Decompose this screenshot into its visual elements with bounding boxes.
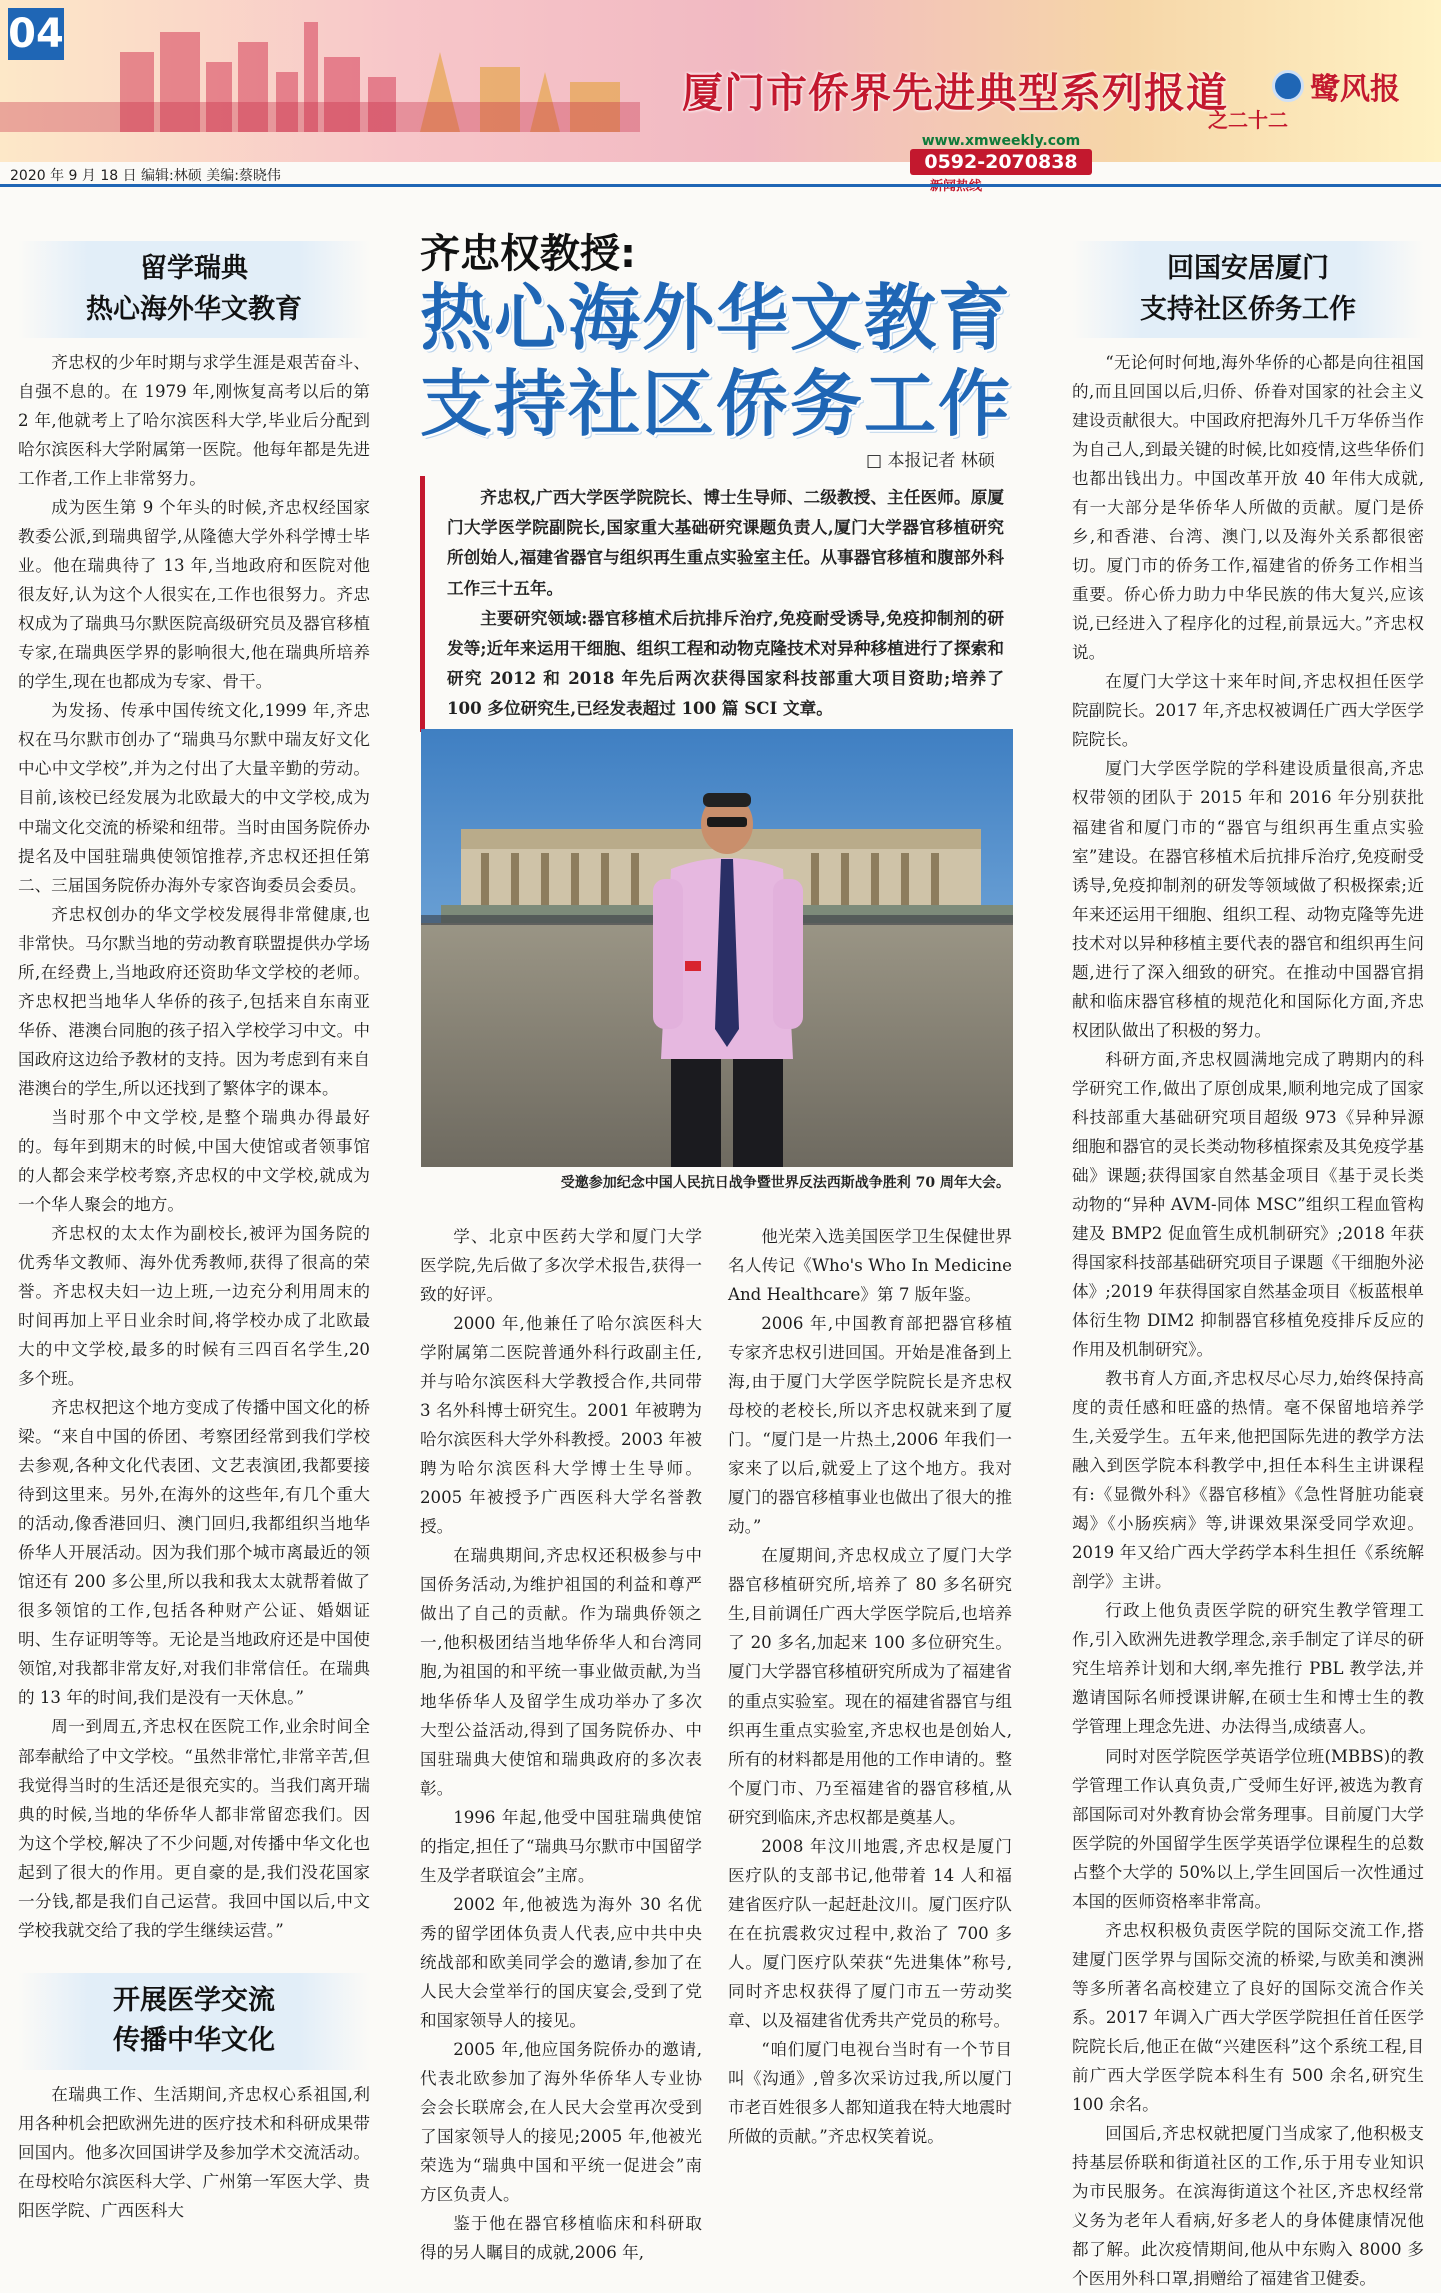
paragraph: “无论何时何地,海外华侨的心都是向往祖国的,而且回国以后,归侨、侨眷对国家的社会主义建设贡献很大。中国政府把海外几千万华侨当作为自己人,到最关键的时候,比如疫情,这些华侨们也都出钱出力。中国改革开放 40 年伟大成就,有一大部分是华侨华人所做的贡献。厦门是侨乡,和香港、台湾、澳门,以及海外关系都很密切。厦门市的侨务工作,福建省的侨务工作相当重要。侨心侨力助力中华民族的伟大复兴,应该说,已经进入了程序化的过程,前景远大。”齐忠权说。 bbox=[1072, 353, 1424, 663]
header-divider bbox=[0, 184, 1441, 187]
newspaper-logo bbox=[1272, 64, 1400, 108]
paragraph: 齐忠权的少年时期与求学生涯是艰苦奋斗、自强不息的。在 1979 年,刚恢复高考以后的第 2 年,他就考上了哈尔滨医科大学,毕业后分配到哈尔滨医科大学附属第一医院。他每年都是先进工作者,工作上非常努力。 bbox=[18, 353, 370, 489]
column-1 bbox=[18, 235, 370, 2225]
section-2-body bbox=[18, 2080, 370, 2225]
paragraph: 齐忠权积极负责医学院的国际交流工作,搭建厦门医学界与国际交流的桥梁,与欧美和澳洲等多所著名高校建立了良好的国际交流合作关系。2017 年调入广西大学医学院担任首任医学院院长后,他正在做“兴建医科”这个系统工程,目前广西大学医学院本科生有 500 余名,研究生 100 余名。 bbox=[1072, 1920, 1424, 2114]
column-3 bbox=[728, 1222, 1012, 2151]
column-4 bbox=[1072, 235, 1424, 2293]
paragraph: 齐忠权的太太作为副校长,被评为国务院的优秀华文教师、海外优秀教师,获得了很高的荣誉。齐忠权夫妇一边上班,一边充分利用周末的时间再加上平日业余时间,将学校办成了北欧最大的中文学校,最多的时候有三四百名学生,20 多个班。 bbox=[18, 1223, 370, 1389]
city-skyline-illustration bbox=[0, 12, 640, 132]
paragraph: 周一到周五,齐忠权在医院工作,业余时间全部奉献给了中文学校。“虽然非常忙,非常辛苦,但我觉得当时的生活还是很充实的。当我们离开瑞典的时候,当地的华侨华人都非常留恋我们。因为这个学校,解决了不少问题,对传播中华文化也起到了很大的作用。更自豪的是,我们没花国家一分钱,都是我们自己运营。我回中国以后,中文学校我就交给了我的学生继续运营。” bbox=[18, 1717, 370, 1940]
paragraph: 齐忠权,广西大学医学院院长、博士生导师、二级教授、主任医师。原厦门大学医学院副院长,国家重大基础研究课题负责人,厦门大学器官移植研究所创始人,福建省器官与组织再生重点实验室主任。从事器官移植和腹部外科工作三十五年。 bbox=[447, 487, 1004, 598]
paragraph: 行政上他负责医学院的研究生教学管理工作,引入欧洲先进教学理念,亲手制定了详尽的研究生培养计划和大纲,率先推行 PBL 教学法,并邀请国际名师授课讲解,在硕士生和博士生的教学管理上理念先进、办法得当,成绩喜人。 bbox=[1072, 1601, 1424, 1737]
series-title: 厦门市侨界先进典型系列报道 bbox=[682, 69, 1228, 117]
paragraph: 当时那个中文学校,是整个瑞典办得最好的。每年到期末的时候,中国大使馆或者领事馆的人都会来学校考察,齐忠权的中文学校,就成为一个华人聚会的地方。 bbox=[18, 1107, 370, 1214]
paragraph: 在厦门大学这十来年时间,齐忠权担任医学院副院长。2017 年,齐忠权被调任广西大学医学院院长。 bbox=[1072, 672, 1424, 750]
paragraph: 教书育人方面,齐忠权尽心尽力,始终保持高度的责任感和旺盛的热情。毫不保留地培养学生,关爱学生。五年来,他把国际先进的教学方法融入到医学院本科教学中,担任本科生主讲课程有:《显微外科》《器官移植》《急性肾脏功能衰竭》《小肠疾病》等,讲课效果深受同学欢迎。2019 年又给广西大学药学本科生担任《系统解剖学》主讲。 bbox=[1072, 1369, 1424, 1592]
photo-caption: 受邀参加纪念中国人民抗日战争暨世界反法西斯战争胜利 70 周年大会。 bbox=[560, 1175, 1010, 1191]
headline-line-1: 热心海外华文教育 bbox=[420, 276, 1013, 360]
dateline: 2020 年 9 月 18 日 编辑:林硕 美编:蔡晓伟 bbox=[10, 168, 281, 184]
paragraph: 2002 年,他被选为海外 30 名优秀的留学团体负责人代表,应中共中央统战部和欧美同学会的邀请,参加了在人民大会堂举行的国庆宴会,受到了党和国家领导人的接见。 bbox=[420, 1894, 702, 2030]
globe-icon bbox=[1272, 70, 1304, 102]
headline-kicker: 齐忠权教授: bbox=[420, 231, 636, 277]
paper-name: 鹭风报 bbox=[1310, 72, 1400, 107]
paragraph: 齐忠权把这个地方变成了传播中国文化的桥梁。“来自中国的侨团、考察团经常到我们学校去参观,各种文化代表团、文艺表演团,我都要接待到这里来。另外,在海外的这些年,有几个重大的活动,像香港回归、澳门回归,我都组织当地华侨华人开展活动。因为我们那个城市离最近的领馆还有 200 多公里,所以我和我太太就帮着做了很多领馆的工作,包括各种财产公证、婚姻证明、生存证明等等。无论是当地政府还是中国使领馆,对我都非常友好,对我们非常信任。在瑞典的 13 年的时间,我们是没有一天休息。” bbox=[18, 1398, 370, 1708]
paragraph: 回国后,齐忠权就把厦门当成家了,他积极支持基层侨联和街道社区的工作,乐于用专业知识为市民服务。在滨海街道这个社区,齐忠权经常义务为老年人看病,好多老人的身体健康情况他都了解。此次疫情期间,他从中东购入 8000 多个医用外科口罩,捐赠给了福建省卫健委。 bbox=[1072, 2123, 1424, 2289]
paragraph: 他光荣入选美国医学卫生保健世界名人传记《Who's Who In Medicine And Healthcare》第 7 版年鉴。 bbox=[728, 1227, 1012, 1305]
section-1-body bbox=[18, 348, 370, 1945]
section-subhead-1: 留学瑞典 热心海外华文教育 bbox=[18, 241, 370, 338]
paragraph: 成为医生第 9 个年头的时候,齐忠权经国家教委公派,到瑞典留学,从隆德大学外科学博士毕业。他在瑞典待了 13 年,当地政府和医院对他很友好,认为这个人很实在,工作也很努力。齐忠权成为了瑞典马尔默医院高级研究员及器官移植专家,在瑞典医学界的影响很大,他在瑞典所培养的学生,现在也都成为专家、骨干。 bbox=[18, 498, 370, 692]
paragraph: 主要研究领域:器官移植术后抗排斥治疗,免疫耐受诱导,免疫抑制剂的研发等;近年来运用干细胞、组织工程和动物克隆技术对异种移植进行了探索和研究 2012 和 2018 年先后两次获得国家科技部重大项目资助;培养了 100 多位研究生,已经发表超过 100 篇 SCI 文章。 bbox=[447, 607, 1004, 719]
paragraph: 在厦期间,齐忠权成立了厦门大学器官移植研究所,培养了 80 多名研究生,目前调任广西大学医学院后,也培养了 20 多名,加起来 100 多位研究生。厦门大学器官移植研究所成为了福建省的重点实验室。现在的福建省器官与组织再生重点实验室,齐忠权也是创始人,所有的材料都是用他的工作申请的。整个厦门市、乃至福建省的器官移植,从研究到临床,齐忠权都是奠基人。 bbox=[728, 1546, 1012, 1827]
paragraph: 同时对医学院医学英语学位班(MBBS)的教学管理工作认真负责,广受师生好评,被选为教育部国际司对外教育协会常务理事。目前厦门大学医学院的外国留学生医学英语学位课程生的总数占整个大学的 50%以上,学生回国后一次性通过本国的医师资格率非常高。 bbox=[1072, 1746, 1424, 1911]
paragraph: 2005 年,他应国务院侨办的邀请,代表北欧参加了海外华侨华人专业协会会长联席会,在人民大会堂再次受到了国家领导人的接见;2005 年,他被光荣选为“瑞典中国和平统一促进会”南方区负责人。 bbox=[420, 2039, 702, 2205]
paragraph: 2006 年,中国教育部把器官移植专家齐忠权引进回国。开始是准备到上海,由于厦门大学医学院院长是齐忠权母校的老校长,所以齐忠权就来到了厦门。“厦门是一片热土,2006 年我们一家来了以后,就爱上了这个地方。我对厦门的器官移植事业也做出了很大的推动。” bbox=[728, 1314, 1012, 1537]
paragraph: 为发扬、传承中国传统文化,1999 年,齐忠权在马尔默市创办了“瑞典马尔默中瑞友好文化中心中文学校”,并为之付出了大量辛勤的劳动。目前,该校已经发展为北欧最大的中文学校,成为中瑞文化交流的桥梁和纽带。当时由国务院侨办提名及中国驻瑞典使领馆推荐,齐忠权还担任第二、三届国务院侨办海外专家咨询委员会委员。 bbox=[18, 701, 370, 895]
section-subhead-3: 回国安居厦门 支持社区侨务工作 bbox=[1072, 241, 1424, 338]
paragraph: 2008 年汶川地震,齐忠权是厦门医疗队的支部书记,他带着 14 人和福建省医疗队一起赶赴汶川。厦门医疗队在在抗震救灾过程中,救治了 700 多人。厦门医疗队荣获“先进集体”称号,同时齐忠权获得了厦门市五一劳动奖章、以及福建省优秀共产党员的称号。 bbox=[728, 1836, 1012, 2030]
byline: □ 本报记者 林硕 bbox=[866, 451, 995, 471]
paragraph: 厦门大学医学院的学科建设质量很高,齐忠权带领的团队于 2015 年和 2016 年分别获批福建省和厦门市的“器官与组织再生重点实验室”建设。在器官移植术后抗排斥治疗,免疫耐受诱导,免疫抑制剂的研发等领域做了积极探索;近年来还运用干细胞、组织工程、动物克隆等先进技术对以异种移植主要代表的器官和组织再生问题,进行了深入细致的研究。在推动中国器官捐献和临床器官移植的规范化和国际化方面,齐忠权团队做出了积极的努力。 bbox=[1072, 759, 1424, 1040]
paragraph: “咱们厦门电视台当时有一个节目叫《沟通》,曾多次采访过我,所以厦门市老百姓很多人都知道我在特大地震时所做的贡献。”齐忠权笑着说。 bbox=[728, 2039, 1012, 2146]
paragraph: 2000 年,他兼任了哈尔滨医科大学附属第二医院普通外科行政副主任,并与哈尔滨医科大学教授合作,共同带 3 名外科博士研究生。2001 年被聘为哈尔滨医科大学外科教授。2003 年被聘为哈尔滨医科大学博士生导师。2005 年被授予广西医科大学名誉教授。 bbox=[420, 1314, 702, 1537]
hotline-number: 0592-2070838 bbox=[910, 149, 1092, 175]
website-url: www.xmweekly.com bbox=[921, 133, 1081, 149]
paragraph: 1996 年起,他受中国驻瑞典使馆的指定,担任了“瑞典马尔默市中国留学生及学者联谊会”主席。 bbox=[420, 1807, 702, 1885]
section-3-body bbox=[1072, 348, 1424, 2293]
photo-great-hall-portrait bbox=[421, 729, 1013, 1167]
paragraph: 在瑞典期间,齐忠权还积极参与中国侨务活动,为维护祖国的利益和尊严做出了自己的贡献。作为瑞典侨领之一,他积极团结当地华侨华人和台湾同胞,为祖国的和平统一事业做贡献,为当地华侨华人及留学生成功举办了多次大型公益活动,得到了国务院侨办、中国驻瑞典大使馆和瑞典政府的多次表彰。 bbox=[420, 1546, 702, 1798]
series-number: 之二十二 bbox=[1208, 108, 1288, 132]
paragraph: 科研方面,齐忠权圆满地完成了聘期内的科学研究工作,做出了原创成果,顺利地完成了国家科技部重大基础研究项目超级 973《异种异源细胞和器官的灵长类动物移植探索及其免疫学基础》课题;获得国家自然基金项目《基于灵长类动物的“异种 AVM-同体 MSC”组织工程血管构建及 BMP2 促血管生成机制研究》;2018 年获得国家科技部基础研究项目子课题《干细胞外泌体》;2019 年获得国家自然基金项目《板蓝根单体衍生物 DIM2 抑制器官移植免疫排斥反应的作用及机制研究》。 bbox=[1072, 1049, 1424, 1360]
masthead-banner bbox=[0, 0, 1441, 162]
paragraph: 学、北京中医药大学和厦门大学医学院,先后做了多次学术报告,获得一致的好评。 bbox=[420, 1227, 702, 1305]
news-photo bbox=[421, 729, 1013, 1167]
page-number: 04 bbox=[8, 8, 64, 60]
column-2 bbox=[420, 1222, 702, 2267]
headline-line-2: 支持社区侨务工作 bbox=[420, 362, 1013, 447]
paragraph: 齐忠权创办的华文学校发展得非常健康,也非常快。马尔默当地的劳动教育联盟提供办学场所,在经费上,当地政府还资助华文学校的老师。齐忠权把当地华人华侨的孩子,包括来自东南亚华侨、港澳台同胞的孩子招入学校学习中文。中国政府这边给予教材的支持。因为考虑到有来自港澳台的学生,所以还找到了繁体字的课本。 bbox=[18, 904, 370, 1098]
paragraph: 在瑞典工作、生活期间,齐忠权心系祖国,利用各种机会把欧洲先进的医疗技术和科研成果带回国内。他多次回国讲学及参加学术交流活动。在母校哈尔滨医科大学、广州第一军医大学、贵阳医学院、广西医科大 bbox=[18, 2084, 370, 2220]
headline bbox=[420, 275, 1012, 448]
paragraph: 鉴于他在器官移植临床和科研取得的另人瞩目的成就,2006 年, bbox=[420, 2214, 702, 2263]
section-subhead-2: 开展医学交流 传播中华文化 bbox=[18, 1973, 370, 2070]
lead-summary bbox=[420, 476, 1004, 732]
